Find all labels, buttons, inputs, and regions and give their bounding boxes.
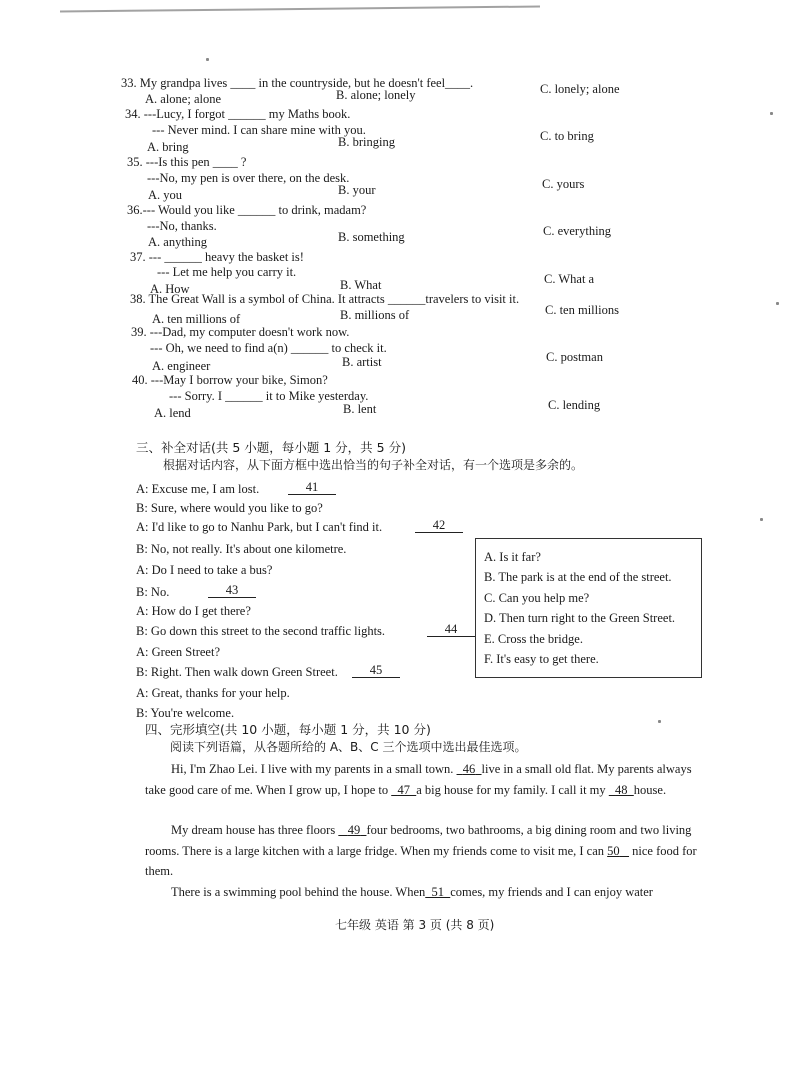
scan-speck bbox=[776, 302, 779, 305]
q36-option-b: B. something bbox=[338, 230, 405, 244]
option-b: B. The park is at the end of the street. bbox=[484, 570, 672, 584]
blank-50: 50 bbox=[607, 843, 620, 858]
q40-option-c: C. lending bbox=[548, 398, 601, 412]
cloze-p1-text3: a big house for my family. I call it my bbox=[416, 782, 606, 797]
scan-speck bbox=[770, 112, 773, 115]
q39-option-a: A. engineer bbox=[152, 359, 211, 373]
dialogue-text: A: Great, thanks for your help. bbox=[136, 686, 290, 700]
option-c: C. Can you help me? bbox=[484, 591, 590, 605]
q37-stem: 37. --- ______ heavy the basket is! bbox=[130, 250, 304, 264]
q40-option-b: B. lent bbox=[343, 402, 377, 416]
q35-stem: 35. ---Is this pen ____ ? bbox=[127, 155, 247, 169]
scan-artifact-line bbox=[60, 5, 540, 12]
q36-stem: 36.--- Would you like ______ to drink, madam? bbox=[127, 203, 367, 217]
q38-option-a: A. ten millions of bbox=[152, 312, 241, 326]
q35-sub: ---No, my pen is over there, on the desk. bbox=[147, 171, 350, 185]
q39-option-c: C. postman bbox=[546, 350, 603, 364]
dialogue-text: B: Right. Then walk down Green Street. bbox=[136, 665, 338, 679]
option-a: A. Is it far? bbox=[484, 550, 541, 564]
section3-instruction: 根据对话内容，从下面方框中选出恰当的句子补全对话，有一个选项是多余的。 bbox=[163, 458, 584, 472]
q33-option-a: A. alone; alone bbox=[145, 92, 222, 106]
q36-option-c: C. everything bbox=[543, 224, 612, 238]
dialogue-line bbox=[136, 542, 346, 557]
q33-option-b: B. alone; lonely bbox=[336, 88, 416, 102]
option-d: D. Then turn right to the Green Street. bbox=[484, 611, 676, 625]
q34-sub: --- Never mind. I can share mine with you. bbox=[152, 123, 366, 137]
blank-51: 51 bbox=[431, 885, 444, 899]
cloze-paragraph-3 bbox=[145, 882, 715, 903]
q40-option-a: A. lend bbox=[154, 406, 191, 420]
dialogue-line bbox=[136, 686, 290, 701]
q34-option-b: B. bringing bbox=[338, 135, 395, 149]
dialogue-text: A: Do I need to take a bus? bbox=[136, 563, 273, 577]
q37-option-c: C. What a bbox=[544, 272, 595, 286]
dialogue-line bbox=[136, 501, 323, 516]
cloze-p2-text3: nice food for them. bbox=[145, 843, 697, 878]
dialogue-text: B: You're welcome. bbox=[136, 706, 235, 720]
dialogue-line bbox=[136, 706, 234, 721]
q40-sub: --- Sorry. I ______ it to Mike yesterday. bbox=[169, 389, 369, 403]
q35-option-a: A. you bbox=[148, 188, 183, 202]
q37-sub: --- Let me help you carry it. bbox=[157, 265, 297, 279]
cloze-p3-text1: There is a swimming pool behind the house. When bbox=[171, 885, 426, 899]
q35-option-b: B. your bbox=[338, 183, 376, 197]
scan-speck bbox=[206, 58, 209, 61]
q35-option-c: C. yours bbox=[542, 177, 585, 191]
q38-stem: 38. The Great Wall is a symbol of China. It attracts ______travelers to visit it. bbox=[130, 292, 520, 306]
dialogue-line bbox=[136, 645, 220, 660]
section4-title: 四、完形填空(共 10 小题，每小题 1 分，共 10 分) bbox=[145, 722, 431, 737]
dialogue-line bbox=[136, 520, 382, 535]
blank-46: 46 bbox=[462, 762, 476, 776]
dialogue-text: B: Go down this street to the second traffic lights. bbox=[136, 624, 386, 638]
q38-option-b: B. millions of bbox=[340, 308, 410, 322]
q40-stem: 40. ---May I borrow your bike, Simon? bbox=[132, 373, 328, 387]
q33-stem: 33. My grandpa lives ____ in the countryside, but he doesn't feel____. bbox=[121, 76, 474, 90]
page-footer: 七年级 英语 第 3 页 (共 8 页) bbox=[335, 918, 495, 932]
dialogue-text: B: Sure, where would you like to go? bbox=[136, 501, 323, 515]
section3-title: 三、补全对话(共 5 小题，每小题 1 分，共 5 分) bbox=[136, 440, 406, 455]
q36-option-a: A. anything bbox=[148, 235, 208, 249]
scan-speck bbox=[760, 518, 763, 521]
dialogue-blank-43: 43 bbox=[208, 584, 256, 598]
q38-option-c: C. ten millions bbox=[545, 303, 619, 317]
cloze-p1-text4: house. bbox=[633, 782, 667, 797]
cloze-p2-text1: My dream house has three floors bbox=[171, 823, 336, 837]
q39-stem: 39. ---Dad, my computer doesn't work now. bbox=[131, 325, 350, 339]
dialogue-text: B: No, not really. It's about one kilometre. bbox=[136, 542, 347, 556]
cloze-paragraph-2 bbox=[145, 820, 715, 882]
dialogue-line bbox=[136, 604, 251, 619]
dialogue-text: A: Green Street? bbox=[136, 645, 220, 659]
q39-sub: --- Oh, we need to find a(n) ______ to check it. bbox=[150, 341, 387, 355]
blank-48: 48 bbox=[615, 782, 628, 797]
dialogue-line bbox=[136, 482, 259, 497]
q34-option-c: C. to bring bbox=[540, 129, 594, 143]
dialogue-line bbox=[136, 624, 385, 639]
q37-option-a: A. How bbox=[150, 282, 190, 296]
q33-option-c: C. lonely; alone bbox=[540, 82, 620, 96]
q36-sub: ---No, thanks. bbox=[147, 219, 217, 233]
blank-47: 47 bbox=[397, 782, 410, 797]
dialogue-text: A: How do I get there? bbox=[136, 604, 251, 618]
dialogue-line bbox=[136, 665, 338, 680]
dialogue-blank-44: 44 bbox=[427, 623, 475, 637]
dialogue-text: A: I'd like to go to Nanhu Park, but I can't find it. bbox=[136, 520, 383, 534]
option-f: F. It's easy to get there. bbox=[484, 652, 599, 666]
cloze-p1-text1: Hi, I'm Zhao Lei. I live with my parents in a small town. bbox=[171, 762, 454, 776]
q39-option-b: B. artist bbox=[342, 355, 382, 369]
dialogue-text: A: Excuse me, I am lost. bbox=[136, 482, 260, 496]
dialogue-blank-41: 41 bbox=[288, 481, 336, 495]
dialogue-blank-45: 45 bbox=[352, 664, 400, 678]
q34-stem: 34. ---Lucy, I forgot ______ my Maths book. bbox=[125, 107, 351, 121]
cloze-p3-text2: comes, my friends and I can enjoy water bbox=[450, 885, 653, 899]
cloze-p1-text2: live in a small old flat. My parents always take good care of me. When I grow up, I hope to bbox=[145, 762, 692, 797]
dialogue-text: B: No. bbox=[136, 585, 170, 599]
cloze-paragraph-1 bbox=[145, 759, 715, 800]
cloze-p2-text2: four bedrooms, two bathrooms, a big dining room and two living rooms. There is a large kitchen with a large fridge. When my friends come to visit me, I can bbox=[145, 823, 692, 858]
scan-speck bbox=[658, 720, 661, 723]
dialogue-line bbox=[136, 585, 169, 600]
dialogue-line bbox=[136, 563, 272, 578]
q34-option-a: A. bring bbox=[147, 140, 189, 154]
section4-instruction: 阅读下列语篇，从各题所给的 A、B、C 三个选项中选出最佳选项。 bbox=[170, 740, 527, 754]
q37-option-b: B. What bbox=[340, 278, 382, 292]
blank-49: 49 bbox=[347, 823, 361, 837]
dialogue-blank-42: 42 bbox=[415, 519, 463, 533]
option-e: E. Cross the bridge. bbox=[484, 632, 583, 646]
